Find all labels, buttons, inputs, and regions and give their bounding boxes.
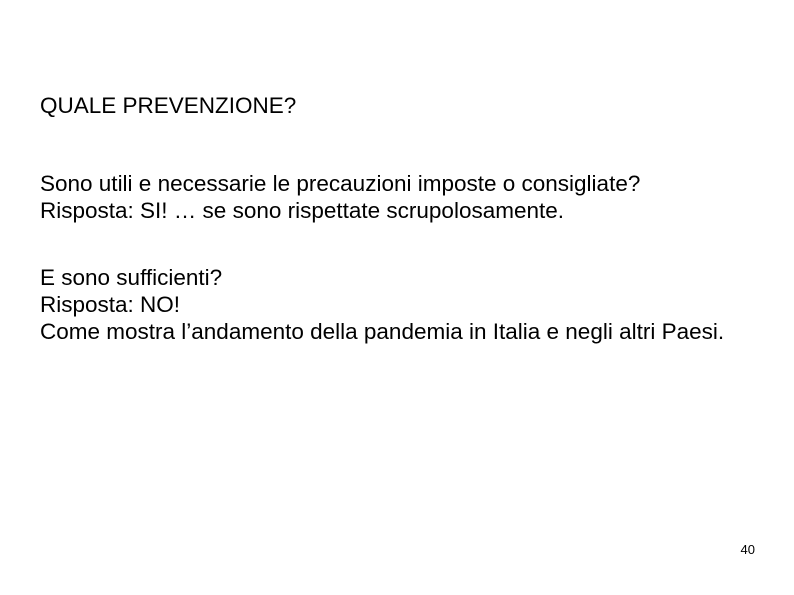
page-number: 40 bbox=[740, 542, 755, 557]
question-precautions: Sono utili e necessarie le precauzioni imposte o consigliate? bbox=[40, 171, 641, 196]
answer-sufficient: Risposta: NO! bbox=[40, 292, 181, 317]
explanation-text: Come mostra l’andamento della pandemia in Italia e negli altri Paesi. bbox=[40, 319, 725, 344]
slide-body bbox=[40, 92, 747, 345]
question-sufficient: E sono sufficienti? bbox=[40, 265, 223, 290]
answer-precautions: Risposta: SI! … se sono rispettate scrupolosamente. bbox=[40, 198, 565, 223]
slide-title: QUALE PREVENZIONE? bbox=[40, 93, 297, 118]
